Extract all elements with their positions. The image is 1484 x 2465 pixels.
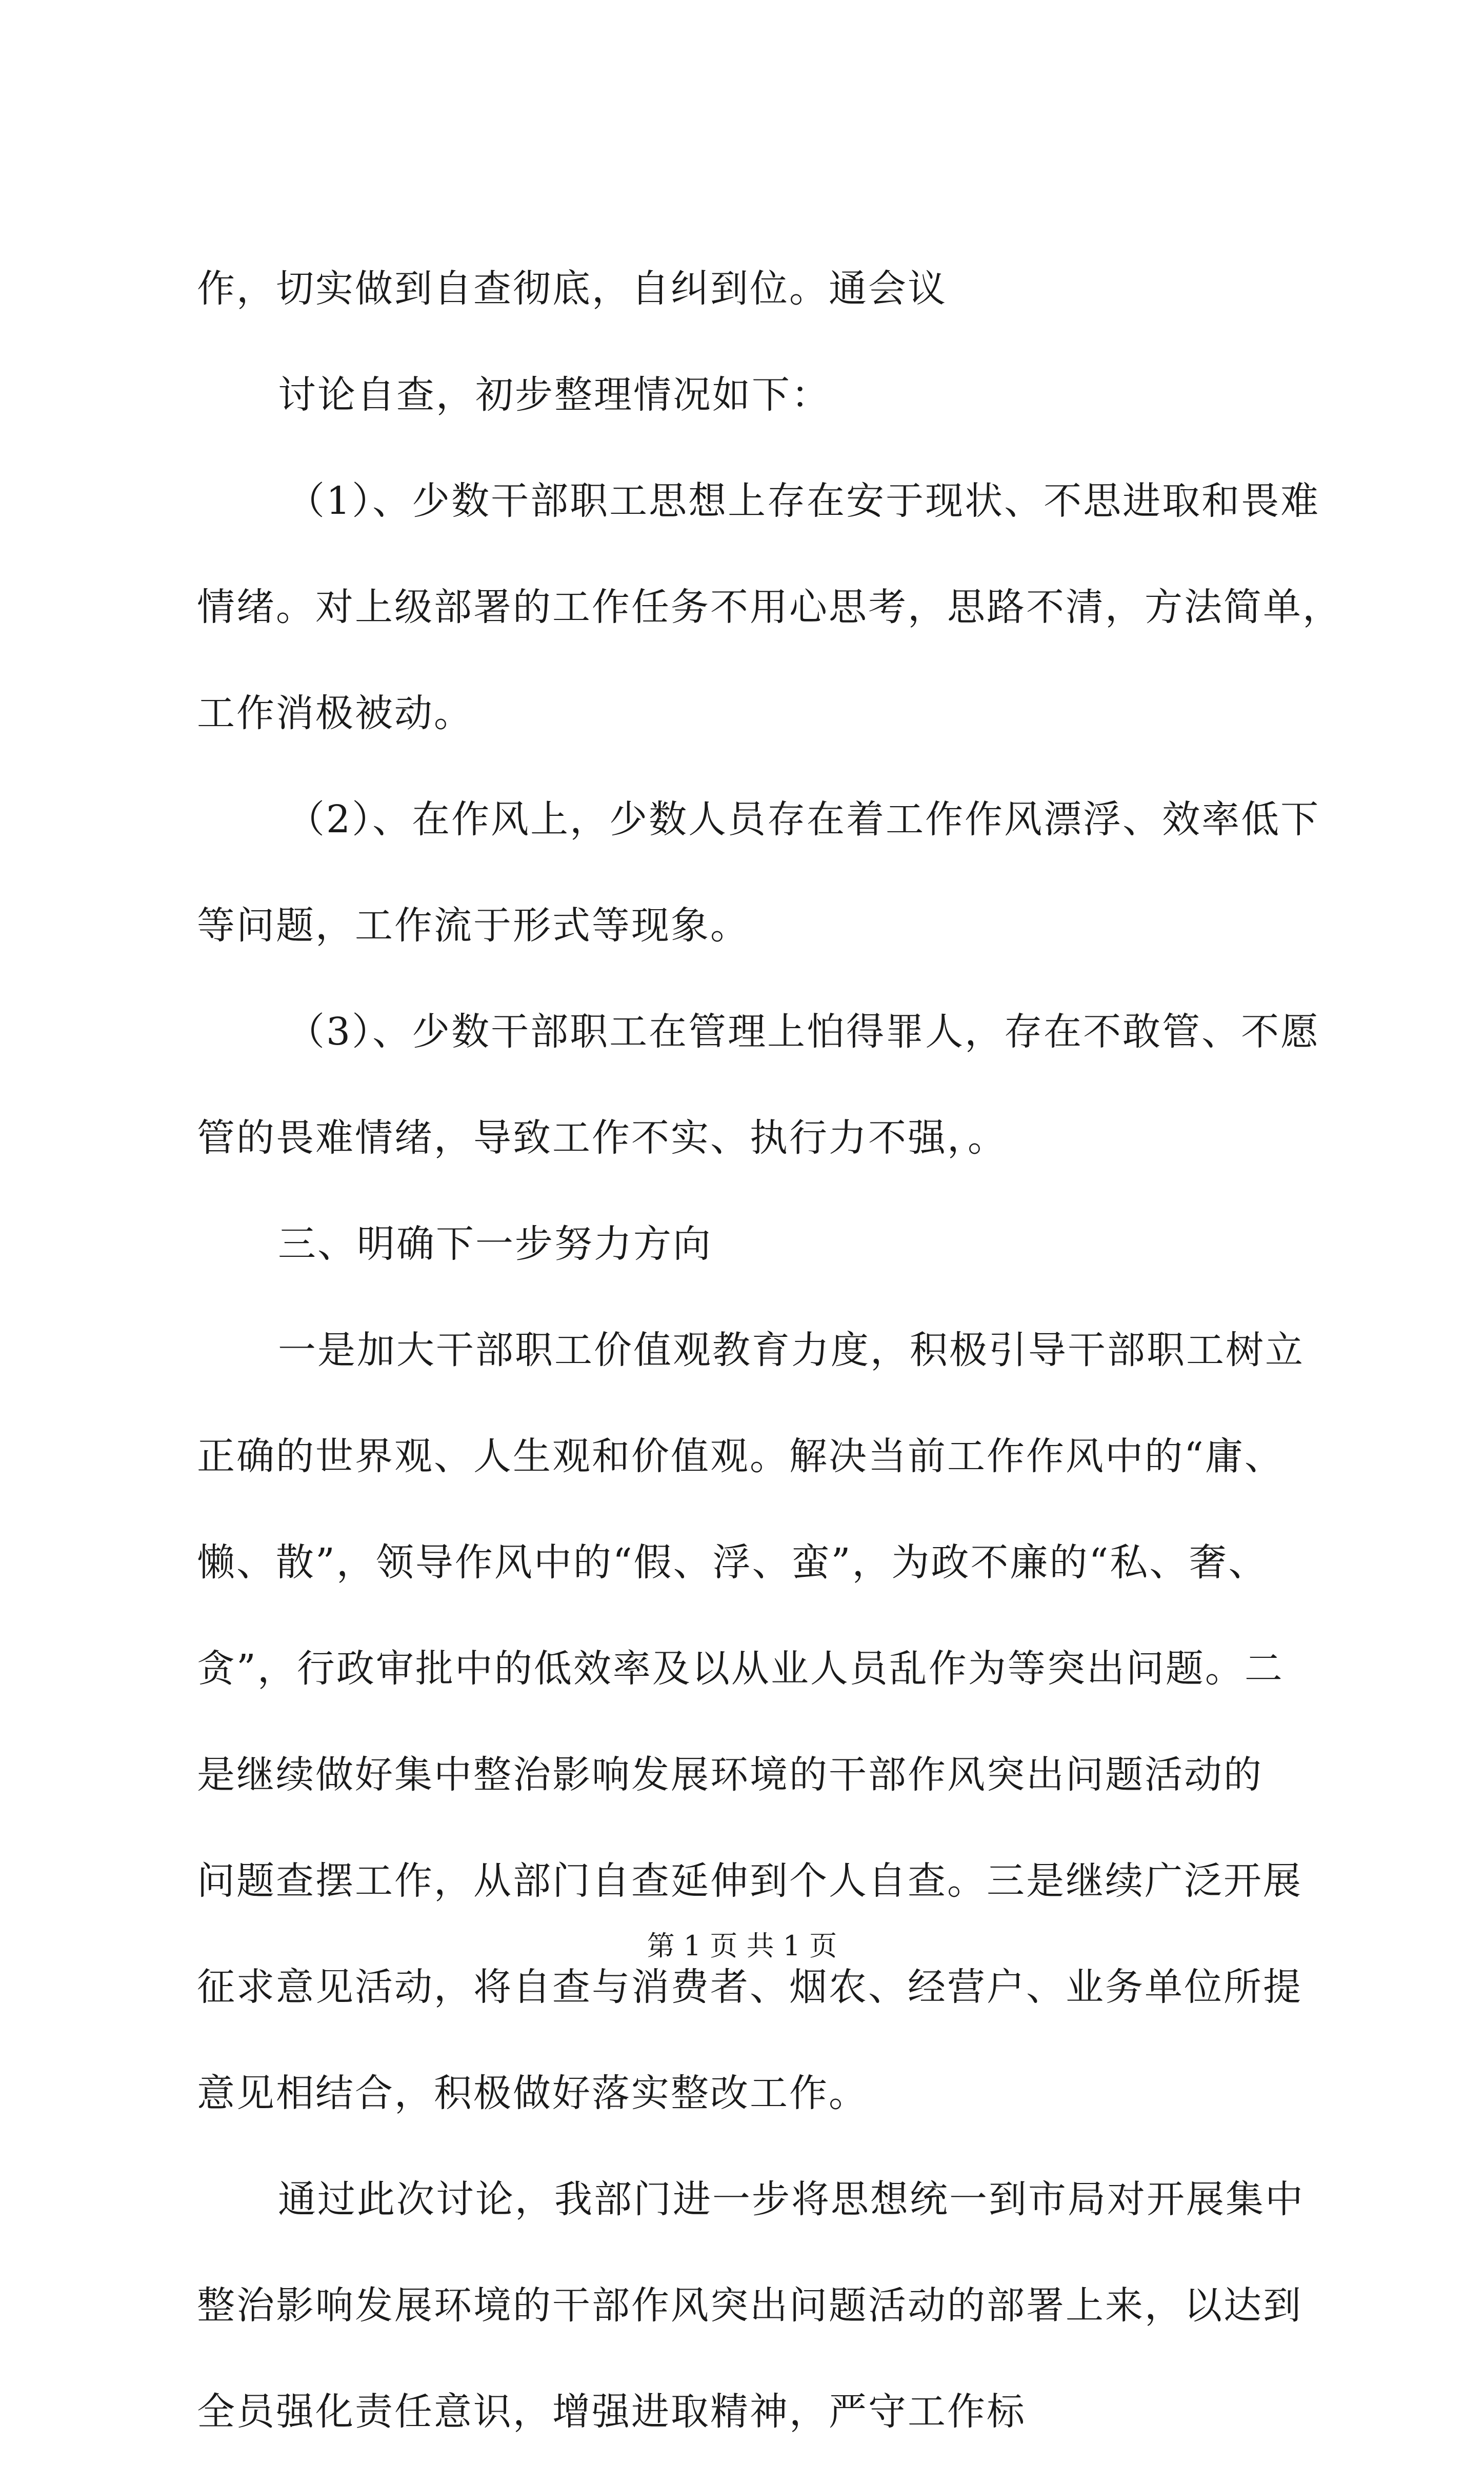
- text-line: 工作消极被动。: [197, 691, 473, 735]
- text-line: 情绪。对上级部署的工作任务不用心思考，思路不清，方法简单，: [197, 585, 1342, 629]
- text-line: 一是加大干部职工价值观教育力度，积极引导干部职工树立: [278, 1328, 1305, 1372]
- text-line: 懒、散”，领导作风中的“假、浮、蛮”，为政不廉的“私、奢、: [197, 1540, 1268, 1585]
- text-line: 通过此次讨论，我部门进一步将思想统一到市局对开展集中: [278, 2177, 1305, 2221]
- text-line: 管的畏难情绪，导致工作不实、执行力不强，。: [197, 1116, 1007, 1160]
- section-heading: 三、明确下一步努力方向: [278, 1222, 712, 1266]
- page-footer: [0, 1928, 1484, 1964]
- text-line: （1）、少数干部职工思想上存在安于现状、不思进取和畏难: [287, 479, 1320, 523]
- text-line: 全员强化责任意识，增强进取精神，严守工作标: [197, 2390, 1026, 2434]
- text-line: 正确的世界观、人生观和价值观。解决当前工作作风中的“庸、: [197, 1434, 1284, 1478]
- text-line: 是继续做好集中整治影响发展环境的干部作风突出问题活动的: [197, 1753, 1263, 1797]
- page-number-label: 第 1 页 共 1 页: [647, 1930, 837, 1962]
- text-line: 讨论自查，初步整理情况如下：: [278, 373, 831, 417]
- document-body: [197, 236, 1342, 2465]
- text-line: （2）、在作风上，少数人员存在着工作作风漂浮、效率低下: [287, 797, 1320, 841]
- text-line: 征求意见活动，将自查与消费者、烟农、经营户、业务单位所提: [197, 1965, 1302, 2009]
- text-line: （3）、少数干部职工在管理上怕得罪人，存在不敢管、不愿: [287, 1010, 1320, 1054]
- text-line: 问题查摆工作，从部门自查延伸到个人自查。三是继续广泛开展: [197, 1859, 1302, 1903]
- text-line: 等问题，工作流于形式等现象。: [197, 904, 750, 948]
- text-line: 整治影响发展环境的干部作风突出问题活动的部署上来，以达到: [197, 2283, 1302, 2328]
- text-line: 贪”，行政审批中的低效率及以从业人员乱作为等突出问题。二: [197, 1647, 1284, 1691]
- text-line: 意见相结合，积极做好落实整改工作。: [197, 2071, 868, 2115]
- text-line: 作，切实做到自查彻底，自纠到位。通会议: [197, 267, 947, 311]
